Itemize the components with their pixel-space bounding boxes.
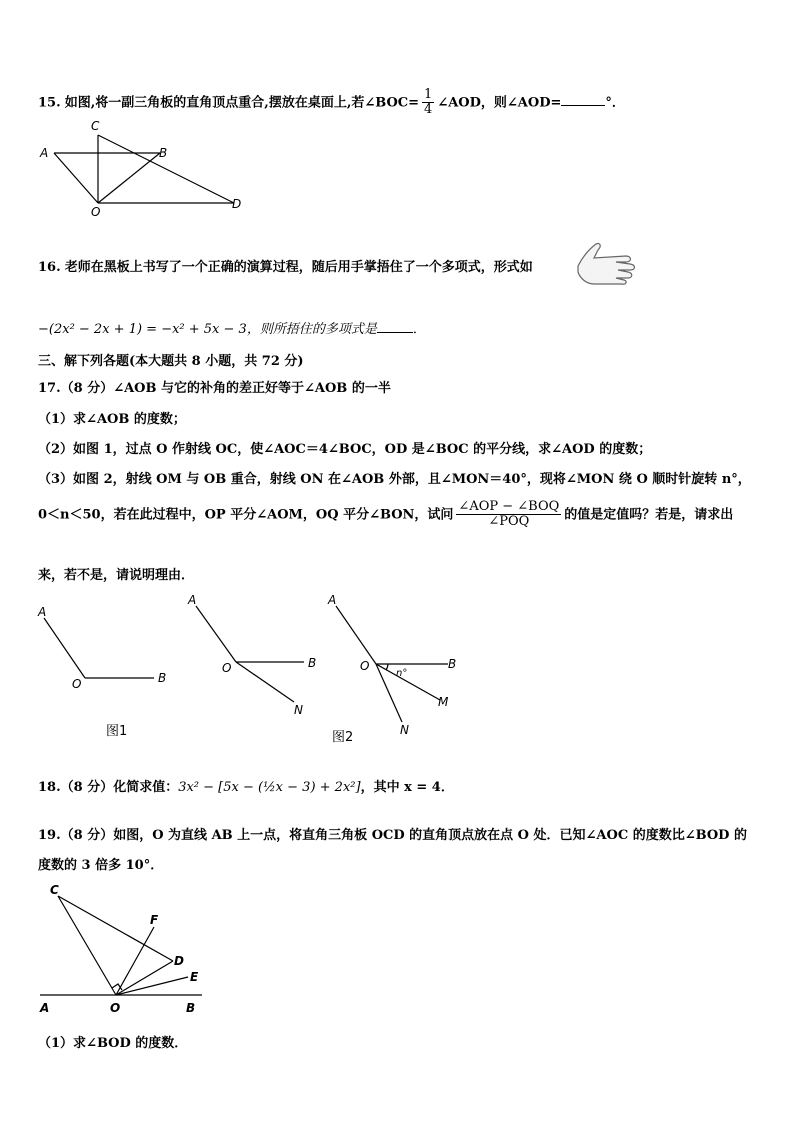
fig3-label-B: B	[448, 657, 457, 671]
q15-label-B: B	[159, 146, 168, 160]
fig2-label-A: A	[188, 593, 197, 607]
section-3-heading: 三、解下列各题(本大题共 8 小题，共 72 分)	[38, 354, 304, 369]
q15-label-A: A	[40, 146, 49, 160]
fig1-label-A: A	[38, 605, 47, 619]
q16-line	[38, 256, 533, 275]
q17-line4: （3）如图 2，射线 OM 与 OB 重合，射线 ON 在∠AOB 外部，且∠MON＝40°，现将∠MON 绕 O 顺时针旋转 n°，	[38, 472, 751, 487]
fig3-label-N: N	[400, 723, 409, 737]
q18-line	[38, 776, 454, 795]
q16-end: ．	[412, 322, 426, 337]
fig2-caption: 图2	[332, 730, 354, 745]
q15-frac-den: 4	[424, 102, 433, 118]
q17-fraction	[456, 500, 561, 530]
fig1-caption: 图1	[106, 724, 128, 739]
fig3-label-M: M	[438, 695, 449, 709]
fig2-label-O: O	[222, 661, 232, 675]
q18-formula: 3x² − [5x − (½x − 3) + 2x²]	[178, 780, 361, 795]
q17-line2: （1）求∠AOB 的度数；	[38, 412, 186, 427]
fig3-label-O: O	[360, 659, 370, 673]
q19-label-E: E	[190, 970, 199, 984]
fig2-label-B: B	[308, 656, 317, 670]
fig3-label-n: n°	[396, 668, 408, 679]
hand-icon	[574, 238, 638, 286]
q19-label-A: A	[40, 1001, 50, 1015]
q19-sub1: （1）求∠BOD 的度数．	[38, 1036, 188, 1051]
q15-label-C: C	[91, 119, 100, 133]
fig2-label-N: N	[294, 703, 303, 717]
q15-line	[38, 88, 625, 118]
q17-line1: 17.（8 分）∠AOB 与它的补角的差正好等于∠AOB 的一半	[38, 381, 391, 396]
q17-line6: 来，若不是，请说明理由．	[38, 568, 195, 583]
q19-label-O: O	[110, 1001, 121, 1015]
q19-label-B: B	[186, 1001, 196, 1015]
q19-label-F: F	[150, 913, 159, 927]
q15-text-a: 如图,将一副三角板的直角顶点重合,摆放在桌面上,若∠BOC=	[64, 95, 420, 111]
q17-line5-b: 的值是定值吗？若是，请求出	[564, 507, 734, 523]
q15-number: 15.	[38, 95, 61, 111]
q15-answer-blank[interactable]	[561, 105, 605, 106]
q16-formula: −(2x² − 2x + 1) = −x² + 5x − 3，则所捂住的多项式是	[38, 322, 377, 337]
q19-line2: 度数的 3 倍多 10°．	[38, 858, 164, 873]
q19-label-D: D	[174, 954, 184, 968]
q16-text: 老师在黑板上书写了一个正确的演算过程，随后用手掌捂住了一个多项式，形式如	[64, 260, 533, 275]
q19-line1: 19.（8 分）如图，O 为直线 AB 上一点，将直角三角板 OCD 的直角顶点放在点 O 处．已知∠AOC 的度数比∠BOD 的	[38, 828, 747, 843]
q15-text-c: °．	[605, 95, 625, 111]
q17-line5	[38, 500, 733, 530]
fig3-label-A: A	[328, 593, 337, 607]
q16-formula-line	[38, 318, 426, 337]
q16-answer-blank[interactable]	[377, 332, 413, 333]
q17-line3: （2）如图 1，过点 O 作射线 OC，使∠AOC＝4∠BOC，OD 是∠BOC 的平分线，求∠AOD 的度数；	[38, 442, 652, 457]
q16-number: 16.	[38, 260, 61, 275]
fig1-label-O: O	[72, 677, 82, 691]
q15-figure	[36, 118, 256, 218]
q15-label-D: D	[232, 197, 242, 211]
q17-frac-num: ∠AOP − ∠BOQ	[458, 499, 560, 514]
fig1-label-B: B	[158, 671, 167, 685]
q15-fraction	[422, 88, 434, 118]
q15-label-O: O	[91, 205, 101, 218]
q19-label-C: C	[50, 883, 59, 897]
q15-frac-num: 1	[424, 87, 433, 102]
q17-line5-a: 0＜n＜50，若在此过程中，OP 平分∠AOM，OQ 平分∠BON，试问	[38, 507, 454, 523]
q18-text-a: 18.（8 分）化简求值：	[38, 780, 179, 795]
q19-figure	[30, 882, 220, 1022]
q17-frac-den: ∠POQ	[488, 514, 530, 530]
q17-figures	[30, 590, 480, 750]
q15-text-b: ∠AOD，则∠AOD=	[437, 95, 562, 111]
q18-text-b: ，其中 x = 4．	[360, 780, 454, 795]
